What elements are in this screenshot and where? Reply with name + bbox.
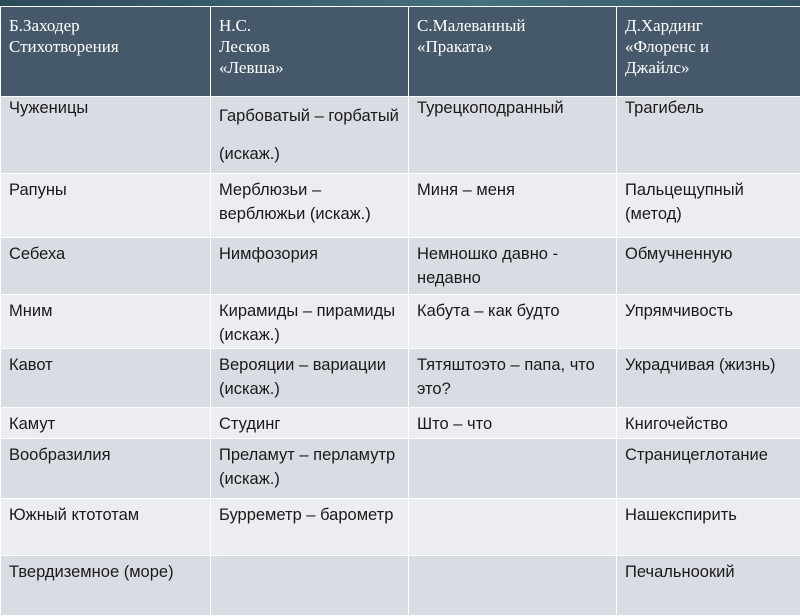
table-cell: Рапуны bbox=[1, 174, 211, 238]
table-row bbox=[1, 556, 800, 616]
table-cell: Чуженицы bbox=[1, 97, 211, 174]
table-row bbox=[1, 439, 800, 499]
table-cell: Мерблюзьи – верблюжьи (искаж.) bbox=[211, 174, 409, 238]
table-cell: Немношко давно - недавно bbox=[409, 238, 617, 295]
table-cell: Мним bbox=[1, 295, 211, 349]
table-row bbox=[1, 349, 800, 408]
table-cell: Студинг bbox=[211, 408, 409, 439]
table-cell: Бурреметр – барометр bbox=[211, 499, 409, 556]
table-cell bbox=[409, 556, 617, 616]
table-row bbox=[1, 238, 800, 295]
header-malevanny: С.Малеванный «Праката» bbox=[409, 7, 617, 97]
table-cell: Упрямчивость bbox=[617, 295, 800, 349]
table-row bbox=[1, 97, 800, 174]
table-cell: Преламут – перламутр (искаж.) bbox=[211, 439, 409, 499]
table-row bbox=[1, 408, 800, 439]
table-cell: Гарбоватый – горбатый (искаж.) bbox=[211, 97, 409, 174]
table-cell bbox=[211, 556, 409, 616]
table-cell bbox=[409, 499, 617, 556]
table-cell: Печальноокий bbox=[617, 556, 800, 616]
table-cell: Пальцещупный (метод) bbox=[617, 174, 800, 238]
header-leskov: Н.С. Лесков «Левша» bbox=[211, 7, 409, 97]
table-cell: Обмучненную bbox=[617, 238, 800, 295]
table-cell bbox=[409, 439, 617, 499]
table-cell: Страницеглотание bbox=[617, 439, 800, 499]
table-cell: Кабута – как будто bbox=[409, 295, 617, 349]
header-zakhoder: Б.Заходер Стихотворения bbox=[1, 7, 211, 97]
table-cell: Твердиземное (море) bbox=[1, 556, 211, 616]
table-cell: Верояции – вариации (искаж.) bbox=[211, 349, 409, 408]
table-cell: Тятяштоэто – папа, что это? bbox=[409, 349, 617, 408]
table-cell: Украдчивая (жизнь) bbox=[617, 349, 800, 408]
table-cell: Нимфозория bbox=[211, 238, 409, 295]
table-cell: Миня – меня bbox=[409, 174, 617, 238]
table-cell: Нашекспирить bbox=[617, 499, 800, 556]
table-cell: Южный ктототам bbox=[1, 499, 211, 556]
header-harding: Д.Хардинг «Флоренс и Джайлс» bbox=[617, 7, 800, 97]
table-cell: Камут bbox=[1, 408, 211, 439]
table-cell: Кирамиды – пирамиды (искаж.) bbox=[211, 295, 409, 349]
table-cell: Вообразилия bbox=[1, 439, 211, 499]
table-row bbox=[1, 174, 800, 238]
table-row bbox=[1, 499, 800, 556]
table-cell: Книгочейство bbox=[617, 408, 800, 439]
table-cell: Кавот bbox=[1, 349, 211, 408]
table-header-row bbox=[1, 7, 800, 97]
table-cell: Што – что bbox=[409, 408, 617, 439]
table-row bbox=[1, 295, 800, 349]
table-cell: Турецкоподранный bbox=[409, 97, 617, 174]
table-cell: Трагибель bbox=[617, 97, 800, 174]
table-cell: Себеха bbox=[1, 238, 211, 295]
words-comparison-table bbox=[0, 6, 800, 616]
